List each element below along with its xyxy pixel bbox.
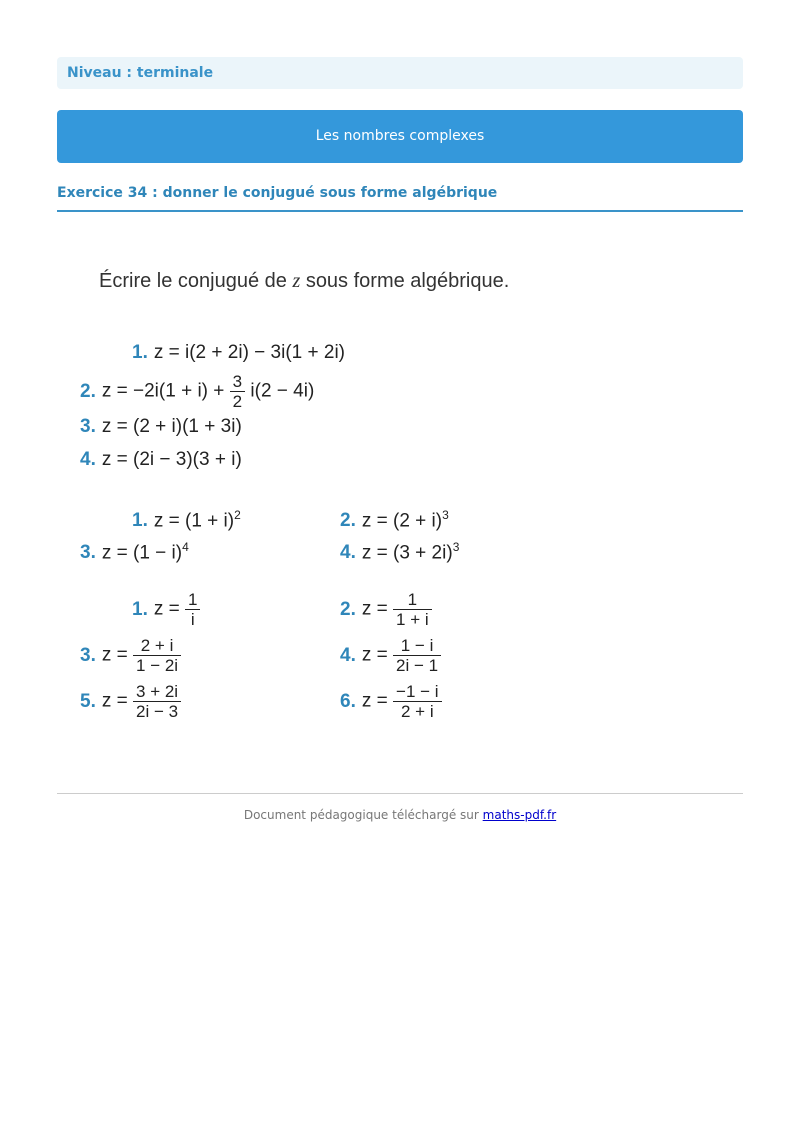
item-number: 1. bbox=[132, 342, 148, 363]
fraction bbox=[393, 682, 442, 721]
fraction-numerator: 1 bbox=[393, 590, 432, 610]
statement-suffix: sous forme algébrique. bbox=[305, 270, 510, 292]
item-lhs: z = bbox=[361, 644, 388, 666]
fraction bbox=[393, 590, 432, 629]
g2-item-2 bbox=[340, 508, 449, 532]
item-exponent: 2 bbox=[234, 508, 241, 522]
item-exponent: 4 bbox=[182, 540, 189, 554]
item-number: 3. bbox=[80, 542, 96, 564]
fraction-denominator: 1 + i bbox=[396, 610, 429, 629]
g1-item-1 bbox=[132, 342, 345, 364]
item-lhs: z = bbox=[101, 690, 128, 712]
item-number: 2. bbox=[340, 510, 356, 532]
fraction bbox=[133, 636, 181, 675]
g1-item-4 bbox=[80, 449, 242, 471]
statement-variable: z bbox=[292, 270, 301, 292]
item-base: z = (1 + i) bbox=[153, 510, 235, 532]
fraction-numerator: 1 − i bbox=[393, 636, 441, 656]
item-expression-a: z = −2i(1 + i) + bbox=[101, 380, 225, 402]
item-lhs: z = bbox=[361, 598, 388, 620]
fraction-denominator: 1 − 2i bbox=[136, 656, 179, 675]
item-number: 2. bbox=[340, 598, 356, 620]
g1-item-3 bbox=[80, 416, 242, 438]
exercise-statement bbox=[99, 270, 509, 293]
page-header bbox=[57, 57, 743, 212]
topic-banner: Les nombres complexes bbox=[57, 110, 743, 163]
g3-item-3 bbox=[80, 636, 181, 675]
g3-item-5 bbox=[80, 682, 181, 721]
item-base: z = (1 − i) bbox=[101, 542, 183, 564]
item-exponent: 3 bbox=[442, 508, 449, 522]
footer-link[interactable]: maths-pdf.fr bbox=[482, 808, 557, 822]
item-number: 6. bbox=[340, 690, 356, 712]
fraction-numerator: 2 + i bbox=[133, 636, 181, 656]
item-number: 3. bbox=[80, 416, 96, 437]
fraction-numerator: 3 bbox=[230, 372, 245, 392]
exercise-title: Exercice 34 : donner le conjugué sous forme algébrique bbox=[57, 185, 743, 212]
fraction-denominator: 2i − 1 bbox=[396, 656, 439, 675]
item-number: 1. bbox=[132, 510, 148, 532]
item-number: 1. bbox=[132, 598, 148, 620]
g2-item-3 bbox=[80, 540, 189, 564]
item-lhs: z = bbox=[361, 690, 388, 712]
g2-item-1 bbox=[132, 508, 241, 532]
item-expression: z = i(2 + 2i) − 3i(1 + 2i) bbox=[153, 342, 346, 363]
item-expression: z = (2 + i)(1 + 3i) bbox=[101, 416, 242, 437]
footer-text: Document pédagogique téléchargé sur bbox=[243, 808, 479, 822]
fraction bbox=[133, 682, 181, 721]
item-base: z = (3 + 2i) bbox=[361, 542, 453, 564]
g1-item-2 bbox=[80, 372, 314, 411]
fraction-denominator: i bbox=[190, 610, 195, 629]
g3-item-4 bbox=[340, 636, 441, 675]
item-exponent: 3 bbox=[452, 540, 460, 554]
item-expression-b: i(2 − 4i) bbox=[250, 380, 315, 402]
item-expression: z = (2i − 3)(3 + i) bbox=[101, 449, 242, 470]
item-lhs: z = bbox=[153, 598, 180, 620]
fraction-denominator: 2i − 3 bbox=[136, 702, 179, 721]
item-number: 3. bbox=[80, 644, 96, 666]
g3-item-6 bbox=[340, 682, 442, 721]
fraction-denominator: 2 + i bbox=[400, 702, 434, 721]
statement-prefix: Écrire le conjugué de bbox=[99, 270, 287, 292]
fraction-numerator: 1 bbox=[185, 590, 200, 610]
item-number: 4. bbox=[340, 542, 356, 564]
fraction-numerator: 3 + 2i bbox=[133, 682, 181, 702]
level-banner: Niveau : terminale bbox=[57, 57, 743, 89]
exercise-image bbox=[57, 250, 743, 740]
fraction bbox=[185, 590, 200, 629]
g3-item-1 bbox=[132, 590, 200, 629]
fraction-denominator: 2 bbox=[232, 392, 243, 411]
item-lhs: z = bbox=[101, 644, 128, 666]
fraction bbox=[230, 372, 245, 411]
footer bbox=[57, 793, 743, 822]
item-number: 5. bbox=[80, 690, 96, 712]
item-number: 2. bbox=[80, 380, 96, 402]
g3-item-2 bbox=[340, 590, 432, 629]
g2-item-4 bbox=[340, 540, 459, 564]
item-base: z = (2 + i) bbox=[361, 510, 443, 532]
fraction bbox=[393, 636, 441, 675]
item-number: 4. bbox=[80, 449, 96, 470]
fraction-numerator: −1 − i bbox=[393, 682, 442, 702]
item-number: 4. bbox=[340, 644, 356, 666]
